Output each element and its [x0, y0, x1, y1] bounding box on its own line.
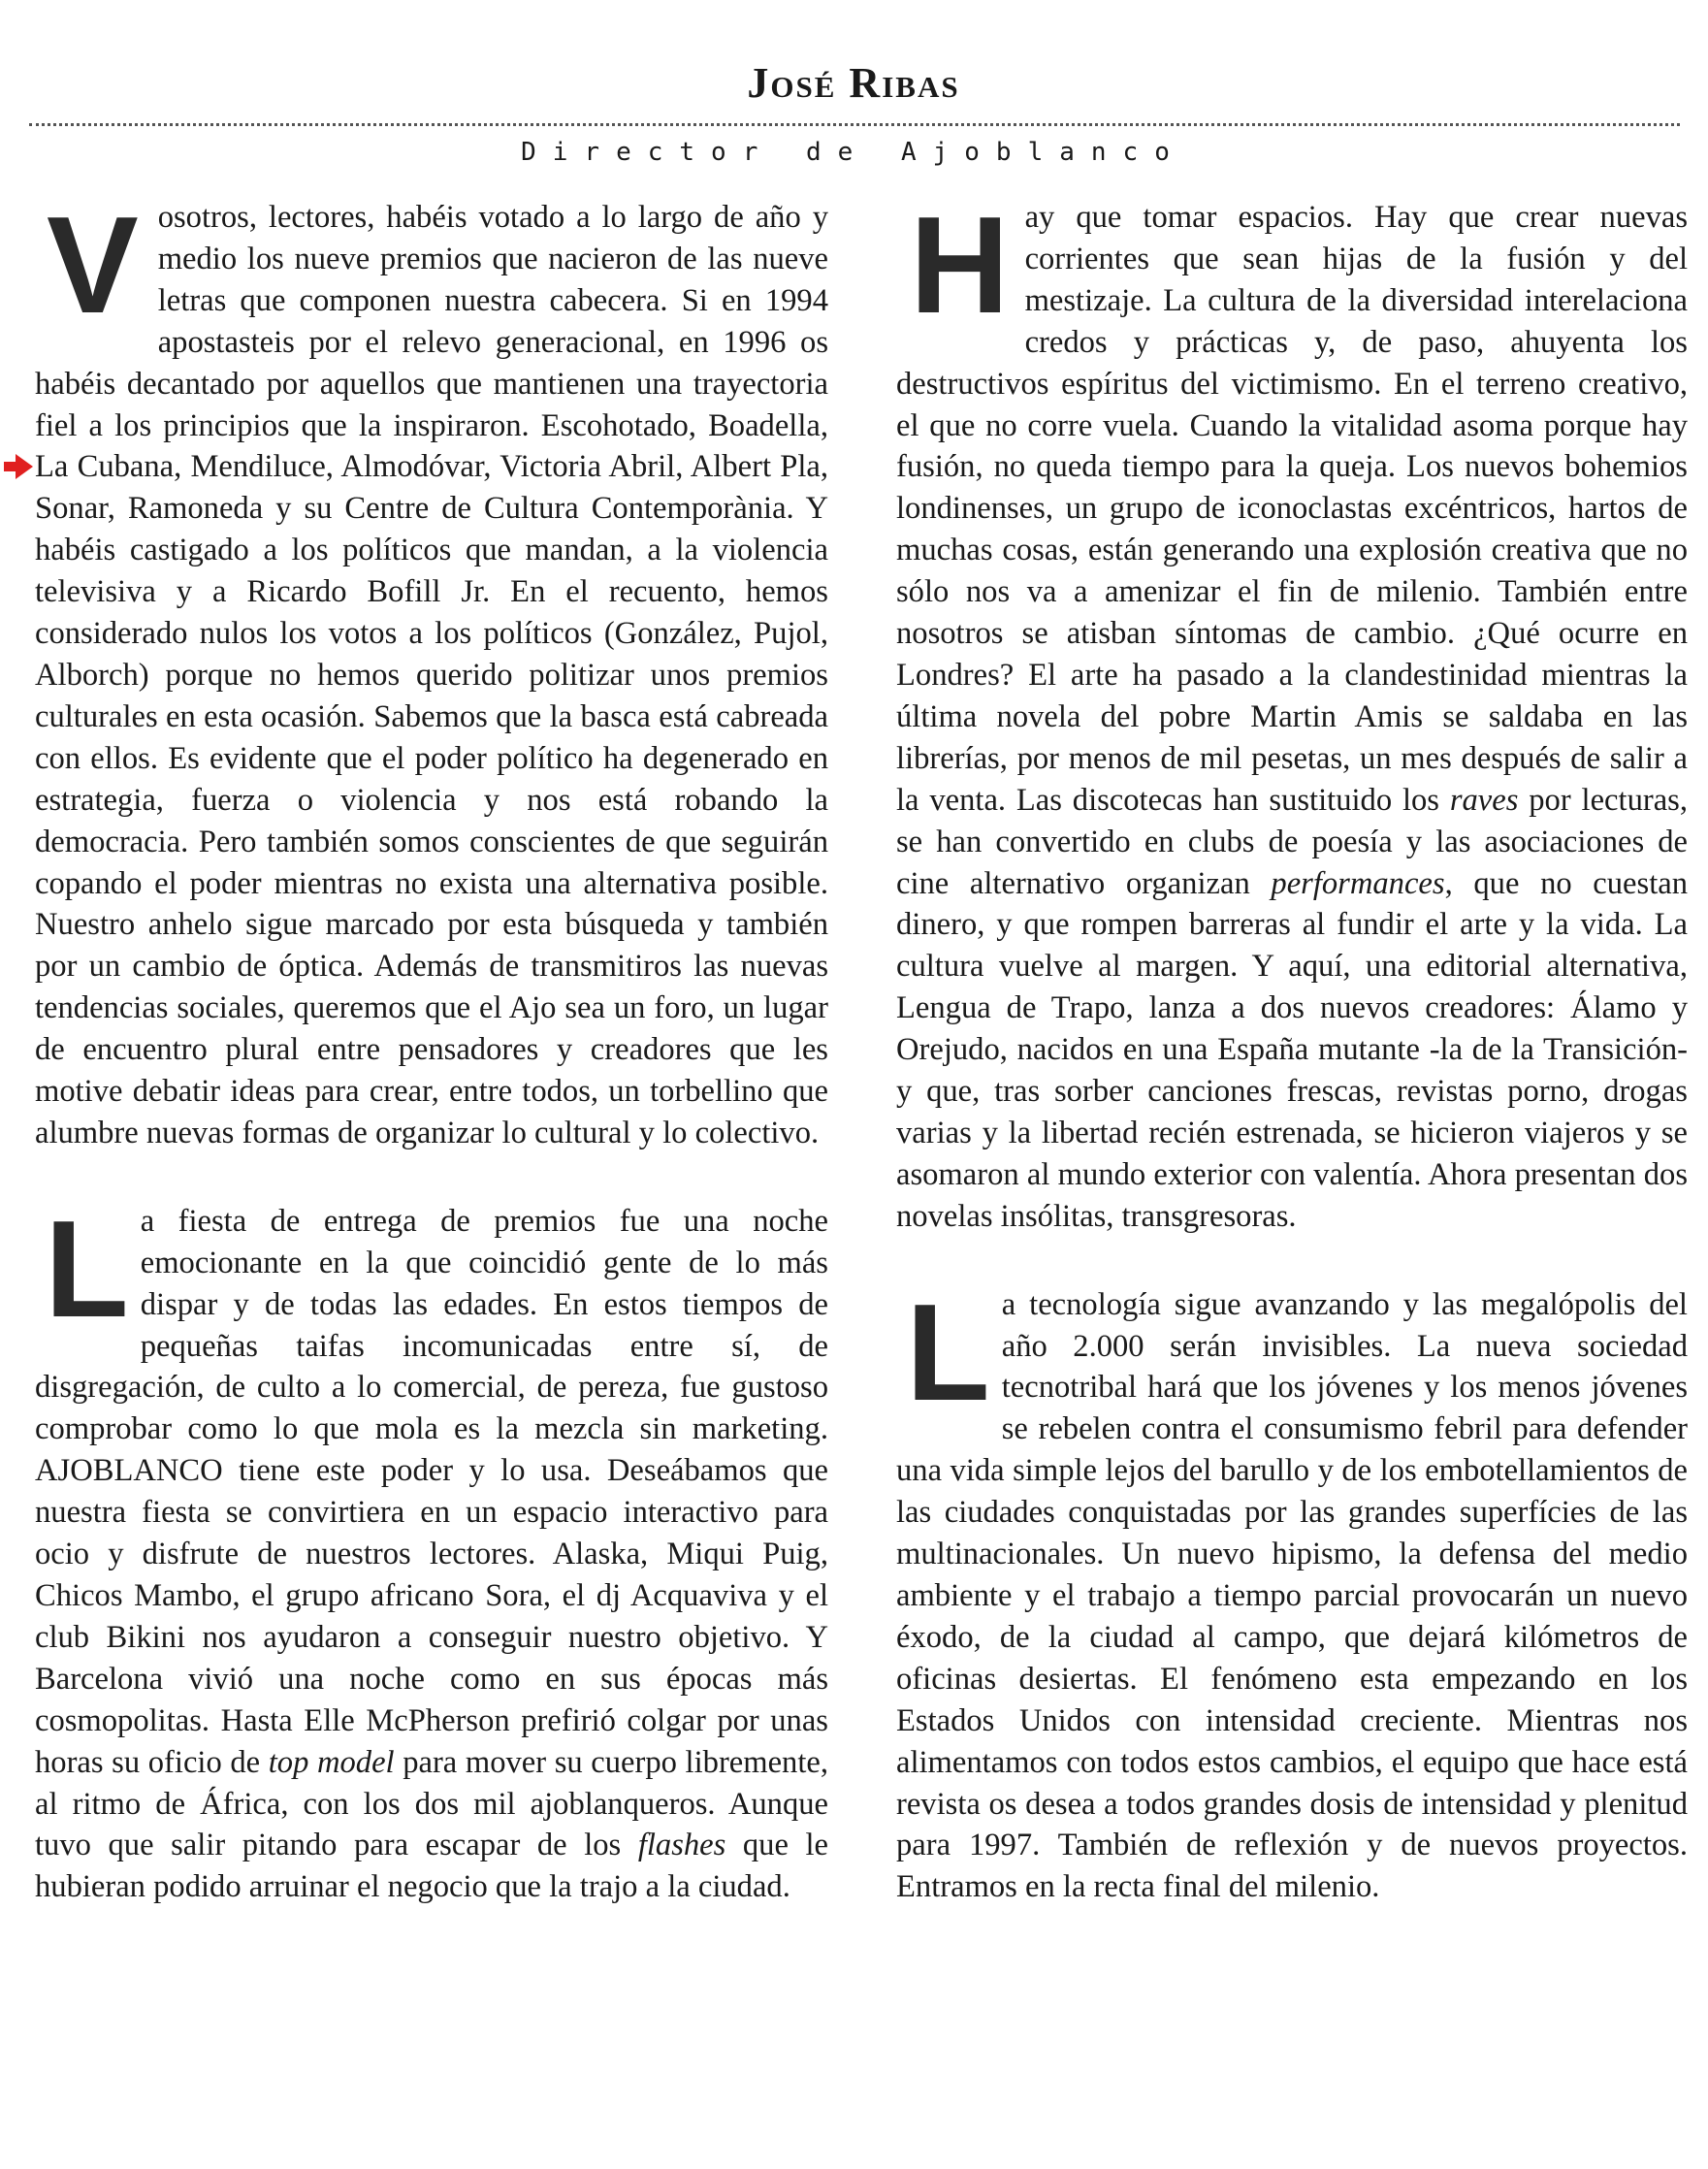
editorial-paragraph-3 [896, 188, 1688, 1238]
paragraph-text: ay que tomar espacios. Hay que crear nuevas corrientes que sean hijas de la fusión y del mestizaje. La cultura de la diversidad interelaciona credos y prácticas y, de paso, ahuyenta los destructivos espíritus del victimismo. En el terreno creativo, el que no corre vuela. Cuando la vitalidad asoma porque hay fusión, no queda tiempo para la queja. Los nuevos bohemios londinenses, un grupo de iconoclastas excéntricos, hartos de muchas cosas, están generando una explosión creativa que no sólo nos va a amenizar el fin de milenio. También entre nosotros se atisban síntomas de cambio. ¿Qué ocurre en Londres? El arte ha pasado a la clandestinidad mientras la última novela del pobre Martin Amis se saldaba en las librerías, por menos de mil pesetas, un mes después de salir a la venta. Las discotecas han sustituido los [896, 200, 1688, 818]
paragraph-text: por lecturas, se han convertido en clubs de poesía y las asociaciones de cine alternativo organizan [896, 782, 1688, 901]
author-name: José Ribas [747, 59, 960, 107]
paragraph-text: que le hubieran podido arruinar el negocio que la trajo a la ciudad. [35, 1828, 829, 1905]
paragraph-text: a fiesta de entrega de premios fue una noche emocionante en la que coincidió gente de lo más dispar y de todas las edades. En estos tiempos de pequeñas taifas incomunicadas entre sí, de disgregación, de culto a lo comercial, de pereza, fue gustoso comprobar como lo que mola es la mezcla sin marketing. AJOBLANCO tiene este poder y lo usa. Deseábamos que nuestra fiesta se convirtiera en un espacio interactivo para ocio y disfrute de nuestros lectores. Alaska, Miqui Puig, Chicos Mambo, el grupo africano Sora, el dj Acquaviva y el club Bikini nos ayudaron a conseguir nuestro objetivo. Y Barcelona vivió una noche como en sus épocas más cosmopolitas. Hasta Elle McPherson prefirió colgar por unas horas su oficio de [35, 1203, 828, 1780]
editorial-paragraph-2 [35, 1191, 829, 1908]
drop-cap: L [906, 1275, 990, 1430]
italic-term: top model [268, 1744, 395, 1780]
red-arrow-icon [4, 454, 33, 479]
page-header [29, 56, 1678, 111]
italic-term: flashes [637, 1828, 726, 1863]
right-column [896, 188, 1688, 1908]
drop-cap: L [45, 1191, 129, 1346]
header-dotted-rule [29, 123, 1680, 126]
drop-cap: H [910, 188, 1010, 342]
editorial-paragraph-4 [896, 1275, 1688, 1909]
author-role: Director de Ajoblanco [521, 138, 1186, 167]
paragraph-text: a tecnología sigue avanzando y las megalópolis del año 2.000 serán invisibles. La nueva sociedad tecnotribal hará que los jóvenes y los menos jóvenes se rebelen contra el consumismo febril para defender una vida simple lejos del barullo y de los embotellamientos de las ciudades conquistadas por las grandes superfícies de las multinacionales. Un nuevo hipismo, la defensa del medio ambiente y el trabajo a tiempo parcial provocarán un nuevo éxodo, de la ciudad al campo, que dejará kilómetros de oficinas desiertas. El fenómeno esta empezando en los Estados Unidos con intensidad creciente. Mientras nos alimentamos con todos estos cambios, el equipo que hace está revista os desea a todos grandes dosis de intensidad y plenitud para 1997. También de reflexión y de nuevos proyectos. Entramos en la recta final del milenio. [896, 1286, 1688, 1905]
italic-term: performances [1271, 865, 1445, 901]
paragraph-text: para mover su cuerpo libremente, al ritmo de África, con los dos mil ajoblanqueros. Aunque tuvo que salir pitando para escapar de los [35, 1744, 828, 1863]
italic-term: raves [1449, 782, 1519, 818]
editorial-paragraph-1 [35, 188, 828, 1154]
paragraph-text: osotros, lectores, habéis votado a lo largo de año y medio los nueve premios que nacieron de las nueve letras que componen nuestra cabecera. Si en 1994 apostasteis por el relevo generacional, en 1996 os habéis decantado por aquellos que mantienen una trayectoria fiel a los principios que la inspiraron. Escohotado, Boadella, La Cubana, Mendiluce, Almodóvar, Victoria Abril, Albert Pla, Sonar, Ramoneda y su Centre de Cultura Contemporània. Y habéis castigado a los políticos que mandan, a la violencia televisiva y a Ricardo Bofill Jr. En el recuento, hemos considerado nulos los votos a los políticos (González, Pujol, Alborch) porque no hemos querido politizar unos premios culturales en esta ocasión. Sabemos que la basca está cabreada con ellos. Es evidente que el poder político ha degenerado en estrategia, fuerza o violencia y nos está robando la democracia. Pero también somos conscientes de que seguirán copando el poder mientras no exista una alternativa posible. Nuestro anhelo sigue marcado por esta búsqueda y también por un cambio de óptica. Además de transmitiros las nuevas tendencias sociales, queremos que el Ajo sea un foro, un lugar de encuentro plural entre pensadores y creadores que les motive debatir ideas para crear, entre todos, un torbellino que alumbre nuevas formas de organizar lo cultural y lo colectivo. [35, 200, 828, 1150]
left-column [35, 188, 829, 1908]
paragraph-text: , que no cuestan dinero, y que rompen barreras al fundir el arte y la vida. La cultura vuelve al margen. Y aquí, una editorial alternativa, Lengua de Trapo, lanza a dos nuevos creadores: Álamo y Orejudo, nacidos en una España mutante -la de la Transición- y que, tras sorber canciones frescas, revistas porno, drogas varias y la libertad recién estrenada, se hicieron viajeros y se asomaron al mundo exterior con valentía. Ahora presentan dos novelas insólitas, transgresoras. [896, 865, 1688, 1234]
drop-cap: V [47, 188, 139, 342]
